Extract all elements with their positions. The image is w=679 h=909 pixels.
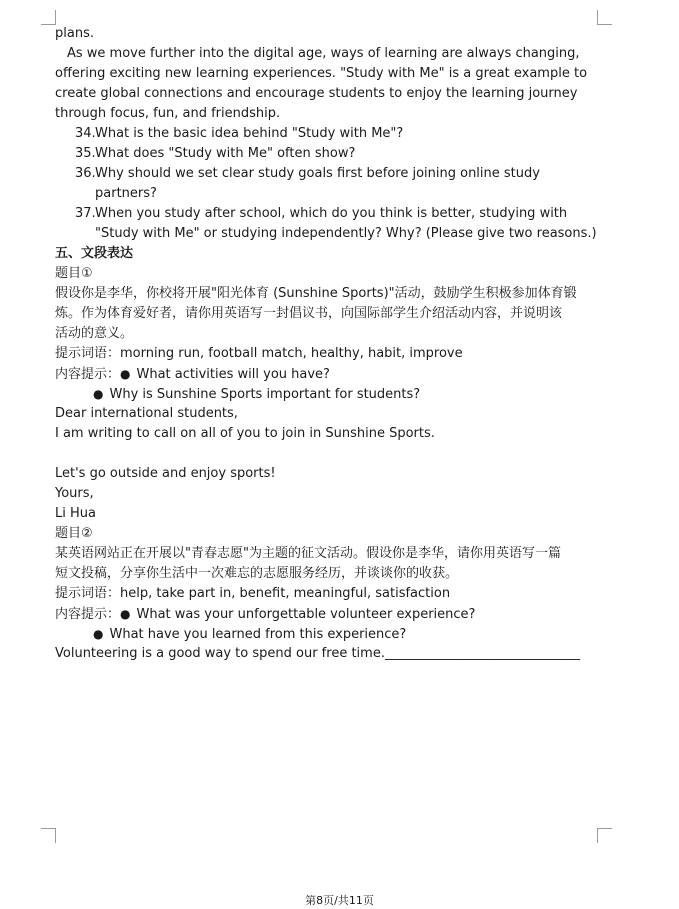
topic-1-prompt-line: 炼。作为体育爱好者，请你用英语写一封倡议书，向国际部学生介绍活动内容，并说明该 xyxy=(55,306,563,321)
hint-words: morning run, football match, healthy, habit, improve xyxy=(120,346,463,361)
topic-2-content-hint-2 xyxy=(55,624,600,644)
question-text: What does "Study with Me" often show? xyxy=(95,146,356,161)
question-36-continued: partners? xyxy=(95,186,157,201)
bullet-icon: ● xyxy=(93,627,104,641)
topic-2-prompt-line: 某英语网站正在开展以"青春志愿"为主题的征文活动。假设你是李华，请你用英语写一篇 xyxy=(55,546,561,561)
crop-mark-bottom-right xyxy=(597,828,612,843)
question-number: 36. xyxy=(75,166,96,181)
hint-words-label: 提示词语： xyxy=(55,346,121,361)
topic-1-prompt-line: 活动的意义。 xyxy=(55,326,134,341)
bullet-icon: ● xyxy=(120,367,131,381)
question-37 xyxy=(55,204,600,224)
passage-line: offering exciting new learning experiences. "Study with Me" is a great example to xyxy=(55,66,588,81)
question-35 xyxy=(55,144,600,164)
topic-2-opening: Volunteering is a good way to spend our free time.______________________________ xyxy=(55,646,580,661)
question-text: What is the basic idea behind "Study with Me"? xyxy=(95,126,404,141)
topic-2-label: 题目② xyxy=(55,526,93,541)
passage-line: through focus, fun, and friendship. xyxy=(55,106,281,121)
letter-closing: Let's go outside and enjoy sports! xyxy=(55,466,276,481)
content-hint-label: 内容提示： xyxy=(55,607,121,622)
letter-opening: I am writing to call on all of you to join in Sunshine Sports. xyxy=(55,426,435,441)
page-content xyxy=(55,24,600,664)
question-36 xyxy=(55,164,600,184)
question-text: When you study after school, which do you think is better, studying with xyxy=(95,206,568,221)
content-hint-bullet: Why is Sunshine Sports important for students? xyxy=(109,387,421,402)
topic-1-content-hint-2 xyxy=(55,384,600,404)
topic-2-content-hint xyxy=(55,604,600,624)
bullet-icon: ● xyxy=(120,607,131,621)
passage-line: plans. xyxy=(55,26,94,41)
question-37-continued: "Study with Me" or studying independently? Why? (Please give two reasons.) xyxy=(95,226,597,241)
question-34 xyxy=(55,124,600,144)
topic-2-hint-words xyxy=(55,584,600,604)
passage-line: As we move further into the digital age, ways of learning are always changing, xyxy=(67,46,580,61)
question-text: Why should we set clear study goals first before joining online study xyxy=(95,166,540,181)
letter-name: Li Hua xyxy=(55,506,96,521)
crop-mark-top-right xyxy=(597,10,612,25)
crop-mark-top-left xyxy=(41,10,56,25)
writing-space xyxy=(55,444,600,464)
question-number: 35. xyxy=(75,146,96,161)
question-number: 37. xyxy=(75,206,96,221)
topic-1-hint-words xyxy=(55,344,600,364)
letter-signoff: Yours, xyxy=(55,486,94,501)
topic-1-prompt-line: 假设你是李华，你校将开展"阳光体育 (Sunshine Sports)"活动，鼓励学生积极参加体育锻 xyxy=(55,286,577,301)
topic-1-content-hint xyxy=(55,364,600,384)
passage-line: create global connections and encourage students to enjoy the learning journey xyxy=(55,86,578,101)
topic-2-prompt-line: 短文投稿，分享你生活中一次难忘的志愿服务经历，并谈谈你的收获。 xyxy=(55,566,459,581)
hint-words-label: 提示词语： xyxy=(55,586,121,601)
section-title: 五、文段表达 xyxy=(55,246,134,261)
hint-words: help, take part in, benefit, meaningful, satisfaction xyxy=(120,586,451,601)
question-number: 34. xyxy=(75,126,96,141)
crop-mark-bottom-left xyxy=(41,828,56,843)
letter-greeting: Dear international students, xyxy=(55,406,238,421)
content-hint-bullet: What have you learned from this experience? xyxy=(109,627,407,642)
content-hint-bullet: What was your unforgettable volunteer experience? xyxy=(136,607,476,622)
topic-1-label: 题目① xyxy=(55,266,93,281)
bullet-icon: ● xyxy=(93,387,104,401)
content-hint-label: 内容提示： xyxy=(55,367,121,382)
page-number-footer: 第8页/共11页 xyxy=(305,894,374,907)
content-hint-bullet: What activities will you have? xyxy=(136,367,330,382)
